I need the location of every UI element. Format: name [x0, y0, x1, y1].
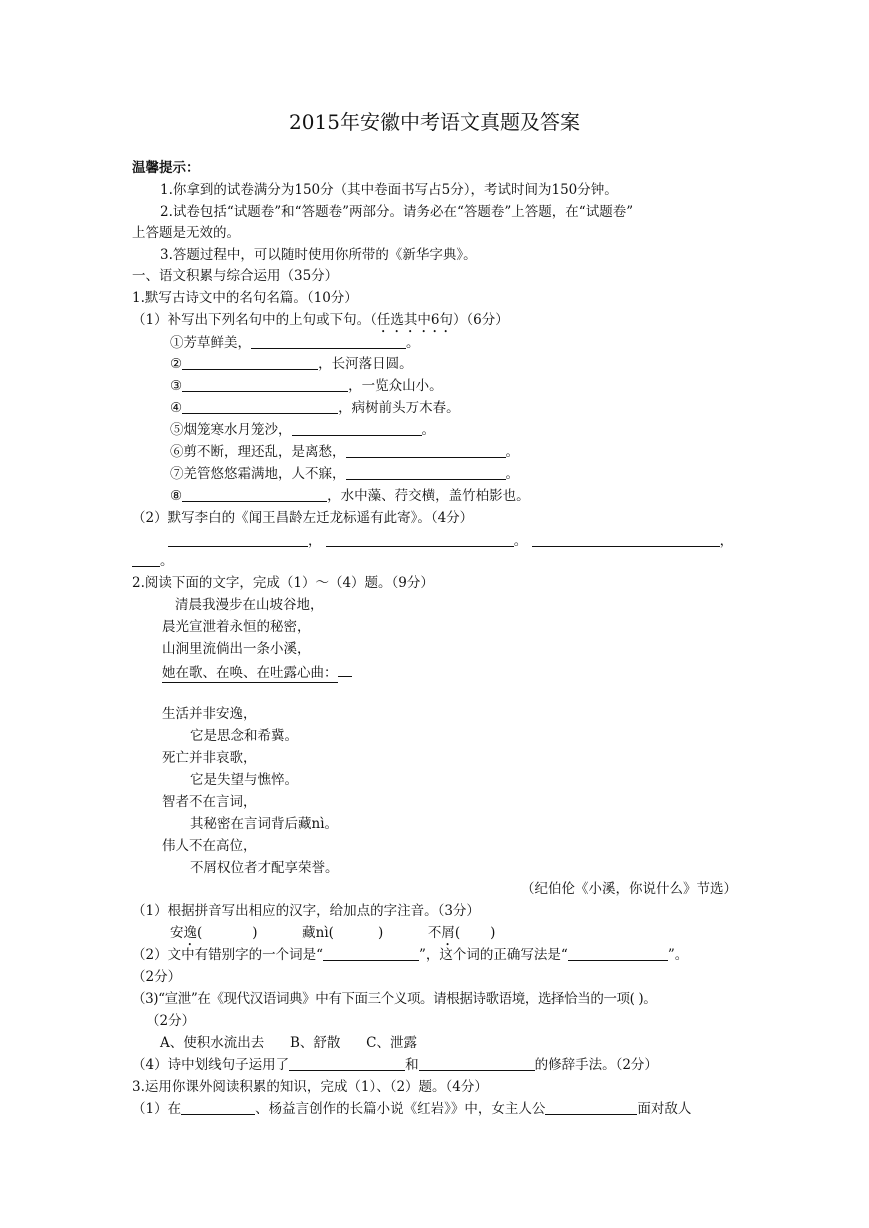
- answer-blank[interactable]: [132, 552, 160, 567]
- poem-line: 它是思念和希冀。: [190, 728, 298, 744]
- poem-line: 山涧里流倘出一条小溪，: [162, 641, 311, 657]
- page-title: 2015年安徽中考语文真题及答案: [289, 110, 580, 134]
- emphasized-text: 任选其中6句: [376, 312, 453, 328]
- q2-sub3-score: （2分）: [146, 1013, 196, 1029]
- poem-line: 死亡并非哀歌，: [162, 750, 257, 766]
- poem-line-underlined: 她在歌、在唤、在吐露心曲：: [162, 661, 352, 683]
- q1-part2-blanks: ， 。 ，: [168, 531, 733, 551]
- q1-item-8: ⑧ ，水中藻、荇交横，盖竹柏影也。: [170, 488, 530, 504]
- tips-heading: 温馨提示：: [132, 160, 200, 176]
- q1-item-5: ⑤烟笼寒水月笼沙， 。: [170, 422, 435, 438]
- answer-blank[interactable]: [346, 443, 506, 458]
- poem-line: 生活并非安逸，: [162, 706, 257, 722]
- tip-1: 1.你拿到的试卷满分为150分（其中卷面书写占5分），考试时间为150分钟。: [160, 182, 618, 198]
- q2-sub3: （3)“宣泄”在《现代汉语词典》中有下面三个义项。请根据诗歌语境，选择恰当的一项( )。: [132, 991, 657, 1007]
- q1-part1-instruction: （1）补写出下列名句中的上句或下句。（任选其中6句）（6分）: [132, 312, 509, 328]
- q1-item-1: ①芳草鲜美， 。: [170, 335, 420, 351]
- answer-blank[interactable]: [292, 421, 422, 436]
- section-1-heading: 一、语文积累与综合运用（35分）: [132, 268, 339, 284]
- answer-blank[interactable]: [182, 355, 318, 370]
- q1-title: 1.默写古诗文中的名句名篇。（10分）: [132, 290, 358, 306]
- q2-sub2: （2）文中有错别字的一个词是“ ”，这个词的正确写法是“ ”。: [132, 947, 689, 963]
- poem-line: 晨光宣泄着永恒的秘密，: [162, 619, 311, 635]
- poem-line: 伟人不在高位，: [162, 838, 257, 854]
- q1-item-3: ③ ，一览众山小。: [170, 378, 443, 394]
- answer-blank[interactable]: [168, 532, 308, 547]
- q1-part2-last: 。: [132, 551, 174, 571]
- q2-title: 2.阅读下面的文字，完成（1）～（4）题。（9分）: [132, 575, 434, 591]
- tip-2-cont: 上答题是无效的。: [132, 225, 240, 241]
- answer-blank[interactable]: [181, 1100, 255, 1115]
- q2-sub4: （4）诗中划线句子运用了 和 的修辞手法。（2分）: [132, 1057, 658, 1073]
- answer-blank[interactable]: [419, 1056, 535, 1071]
- poem-source: （纪伯伦《小溪，你说什么》节选）: [521, 881, 737, 897]
- q2-sub2-score: （2分）: [132, 969, 182, 985]
- answer-blank[interactable]: [545, 1100, 637, 1115]
- q3-title: 3.运用你课外阅读积累的知识，完成（1）、（2）题。（4分）: [132, 1079, 488, 1095]
- answer-blank[interactable]: [346, 465, 506, 480]
- answer-blank[interactable]: [182, 399, 338, 414]
- answer-blank[interactable]: [251, 334, 406, 349]
- poem-line: 它是失望与憔悴。: [190, 772, 298, 788]
- answer-blank[interactable]: [323, 946, 419, 961]
- poem-line: 清晨我漫步在山坡谷地，: [175, 597, 324, 613]
- tip-3: 3.答题过程中，可以随时使用你所带的《新华字典》。: [160, 247, 477, 263]
- q2-sub1-items: 安逸( ) 藏nì( ) 不屑( ): [170, 925, 496, 941]
- poem-line: 不屑权位者才配享荣誉。: [190, 860, 339, 876]
- q3-sub1: （1）在 、杨益言创作的长篇小说《红岩》》中，女主人公 面对敌人: [132, 1101, 692, 1117]
- answer-blank[interactable]: [289, 1056, 405, 1071]
- q2-sub3-options: A、使积水流出去 B、舒散 C、泄露: [160, 1035, 417, 1051]
- answer-blank[interactable]: [568, 946, 668, 961]
- poem-line: 其秘密在言词背后藏nì。: [190, 816, 339, 832]
- q1-item-4: ④ ，病树前头万木春。: [170, 400, 460, 416]
- answer-blank[interactable]: [182, 377, 348, 392]
- answer-blank[interactable]: [326, 532, 514, 547]
- q1-part2-instruction: （2）默写李白的《闻王昌龄左迁龙标遥有此寄》。（4分）: [132, 510, 474, 526]
- answer-blank[interactable]: [532, 532, 720, 547]
- q2-sub1: （1）根据拼音写出相应的汉字，给加点的字注音。（3分）: [132, 903, 480, 919]
- poem-line: 智者不在言词，: [162, 794, 257, 810]
- q1-item-6: ⑥剪不断，理还乱，是离愁， 。: [170, 444, 519, 460]
- q1-item-7: ⑦羌管悠悠霜满地，人不寐， 。: [170, 466, 519, 482]
- answer-blank[interactable]: [182, 487, 327, 502]
- q1-item-2: ② ，长河落日圆。: [170, 356, 413, 372]
- tip-2: 2.试卷包括“试题卷”和“答题卷”两部分。请务必在“答题卷”上答题，在“试题卷”: [160, 204, 634, 220]
